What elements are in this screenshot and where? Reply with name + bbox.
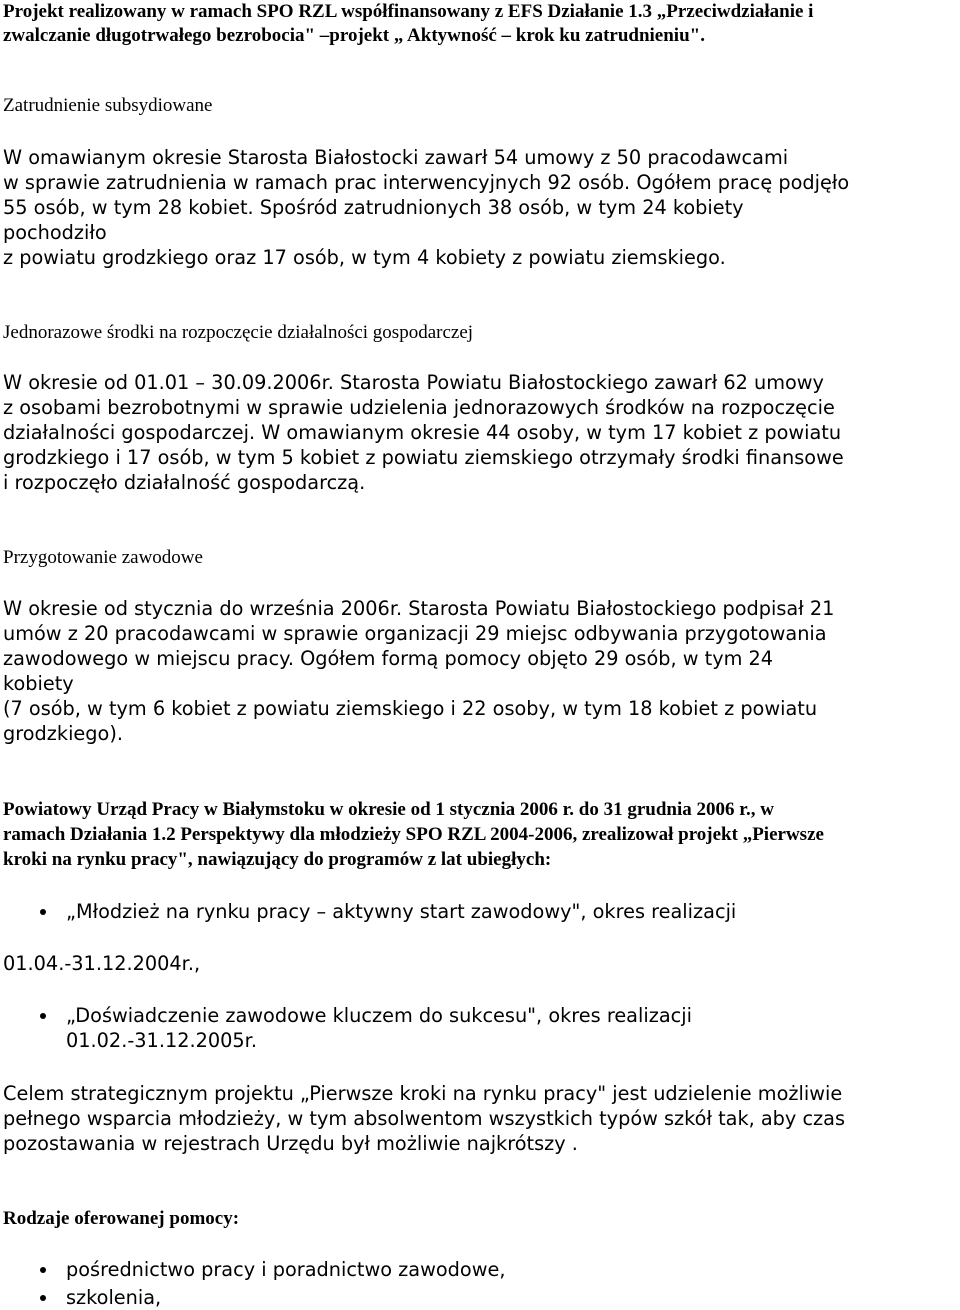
vocational-paragraph [3, 596, 958, 746]
help-types-heading: Rodzaje oferowanej pomocy: [3, 1208, 240, 1229]
bullet-icon [40, 1295, 46, 1301]
vocational-line-6: grodzkiego). [3, 722, 123, 745]
one-time-funds-line-5: i rozpoczęło działalność gospodarczą. [3, 471, 366, 494]
help-type-item: szkolenia, [66, 1286, 162, 1309]
one-time-funds-paragraph [3, 370, 958, 495]
section-heading-vocational: Przygotowanie zawodowe [3, 547, 203, 568]
help-types-list [0, 1257, 958, 1310]
bullet-2-line-1: „Doświadczenie zawodowe kluczem do sukcesu", okres realizacji [66, 1004, 692, 1027]
project-heading-line-2: ramach Działania 1.2 Perspektywy dla młodzieży SPO RZL 2004-2006, zrealizował projekt „Pierwsze [3, 824, 824, 845]
project-bullet-list-2 [0, 1003, 958, 1053]
project-bullet-list-1 [0, 899, 958, 924]
vocational-line-3: zawodowego w miejscu pracy. Ogółem formą pomocy objęto 29 osób, w tym 24 [3, 647, 774, 670]
subsidized-line-4: pochodziło [3, 221, 107, 244]
list-item [0, 899, 958, 924]
vocational-line-5: (7 osób, w tym 6 kobiet z powiatu ziemskiego i 22 osoby, w tym 18 kobiet z powiatu [3, 697, 818, 720]
goal-line-1: Celem strategicznym projektu „Pierwsze kroki na rynku pracy" jest udzielenie możliwie [3, 1082, 843, 1105]
goal-line-3: pozostawania w rejestrach Urzędu był możliwie najkrótszy . [3, 1132, 578, 1155]
one-time-funds-line-1: W okresie od 01.01 – 30.09.2006r. Starosta Powiatu Białostockiego zawarł 62 umowy [3, 371, 824, 394]
goal-line-2: pełnego wsparcia młodzieży, w tym absolwentom wszystkich typów szkół tak, aby czas [3, 1107, 846, 1130]
subsidized-line-2: w sprawie zatrudnienia w ramach prac interwencyjnych 92 osób. Ogółem pracę podjęło [3, 171, 850, 194]
vocational-line-1: W okresie od stycznia do września 2006r. Starosta Powiatu Białostockiego podpisał 21 [3, 597, 835, 620]
one-time-funds-line-4: grodzkiego i 17 osób, w tym 5 kobiet z powiatu ziemskiego otrzymały środki finansowe [3, 446, 844, 469]
list-item [0, 1285, 958, 1310]
subsidized-line-5: z powiatu grodzkiego oraz 17 osób, w tym 4 kobiety z powiatu ziemskiego. [3, 246, 726, 269]
intro-line-1: Projekt realizowany w ramach SPO RZL współfinansowany z EFS Działanie 1.3 „Przeciwdziałanie i [3, 1, 814, 22]
list-item [0, 1257, 958, 1282]
section-heading-one-time-funds: Jednorazowe środki na rozpoczęcie działalności gospodarczej [3, 322, 474, 343]
vocational-line-4: kobiety [3, 672, 74, 695]
project-heading-line-3: kroki na rynku pracy", nawiązujący do programów z lat ubiegłych: [3, 849, 552, 870]
project-heading-line-1: Powiatowy Urząd Pracy w Białymstoku w okresie od 1 stycznia 2006 r. do 31 grudnia 2006 r., w [3, 799, 774, 820]
subsidized-line-3: 55 osób, w tym 28 kobiet. Spośród zatrudnionych 38 osób, w tym 24 kobiety [3, 196, 744, 219]
bullet-1-continuation: 01.04.-31.12.2004r., [3, 952, 201, 975]
one-time-funds-line-3: działalności gospodarczej. W omawianym okresie 44 osoby, w tym 17 kobiet z powiatu [3, 421, 842, 444]
one-time-funds-line-2: z osobami bezrobotnymi w sprawie udzielenia jednorazowych środków na rozpoczęcie [3, 396, 835, 419]
bullet-icon [40, 1267, 46, 1273]
intro-line-2: zwalczanie długotrwałego bezrobocia" –projekt „ Aktywność – krok ku zatrudnieniu". [3, 25, 705, 46]
vocational-line-2: umów z 20 pracodawcami w sprawie organizacji 29 miejsc odbywania przygotowania [3, 622, 827, 645]
list-item [0, 1003, 958, 1053]
bullet-1-text: „Młodzież na rynku pracy – aktywny start zawodowy", okres realizacji [66, 900, 737, 923]
subsidized-line-1: W omawianym okresie Starosta Białostocki zawarł 54 umowy z 50 pracodawcami [3, 146, 789, 169]
goal-paragraph [3, 1081, 958, 1156]
project-heading [3, 797, 958, 872]
bullet-icon [40, 909, 46, 915]
bullet-icon [40, 1013, 46, 1019]
bullet-2-line-2: 01.02.-31.12.2005r. [66, 1029, 257, 1052]
subsidized-paragraph [3, 145, 958, 270]
section-heading-subsidized: Zatrudnienie subsydiowane [3, 95, 213, 116]
help-type-item: pośrednictwo pracy i poradnictwo zawodowe, [66, 1258, 506, 1281]
intro-text [3, 0, 958, 48]
